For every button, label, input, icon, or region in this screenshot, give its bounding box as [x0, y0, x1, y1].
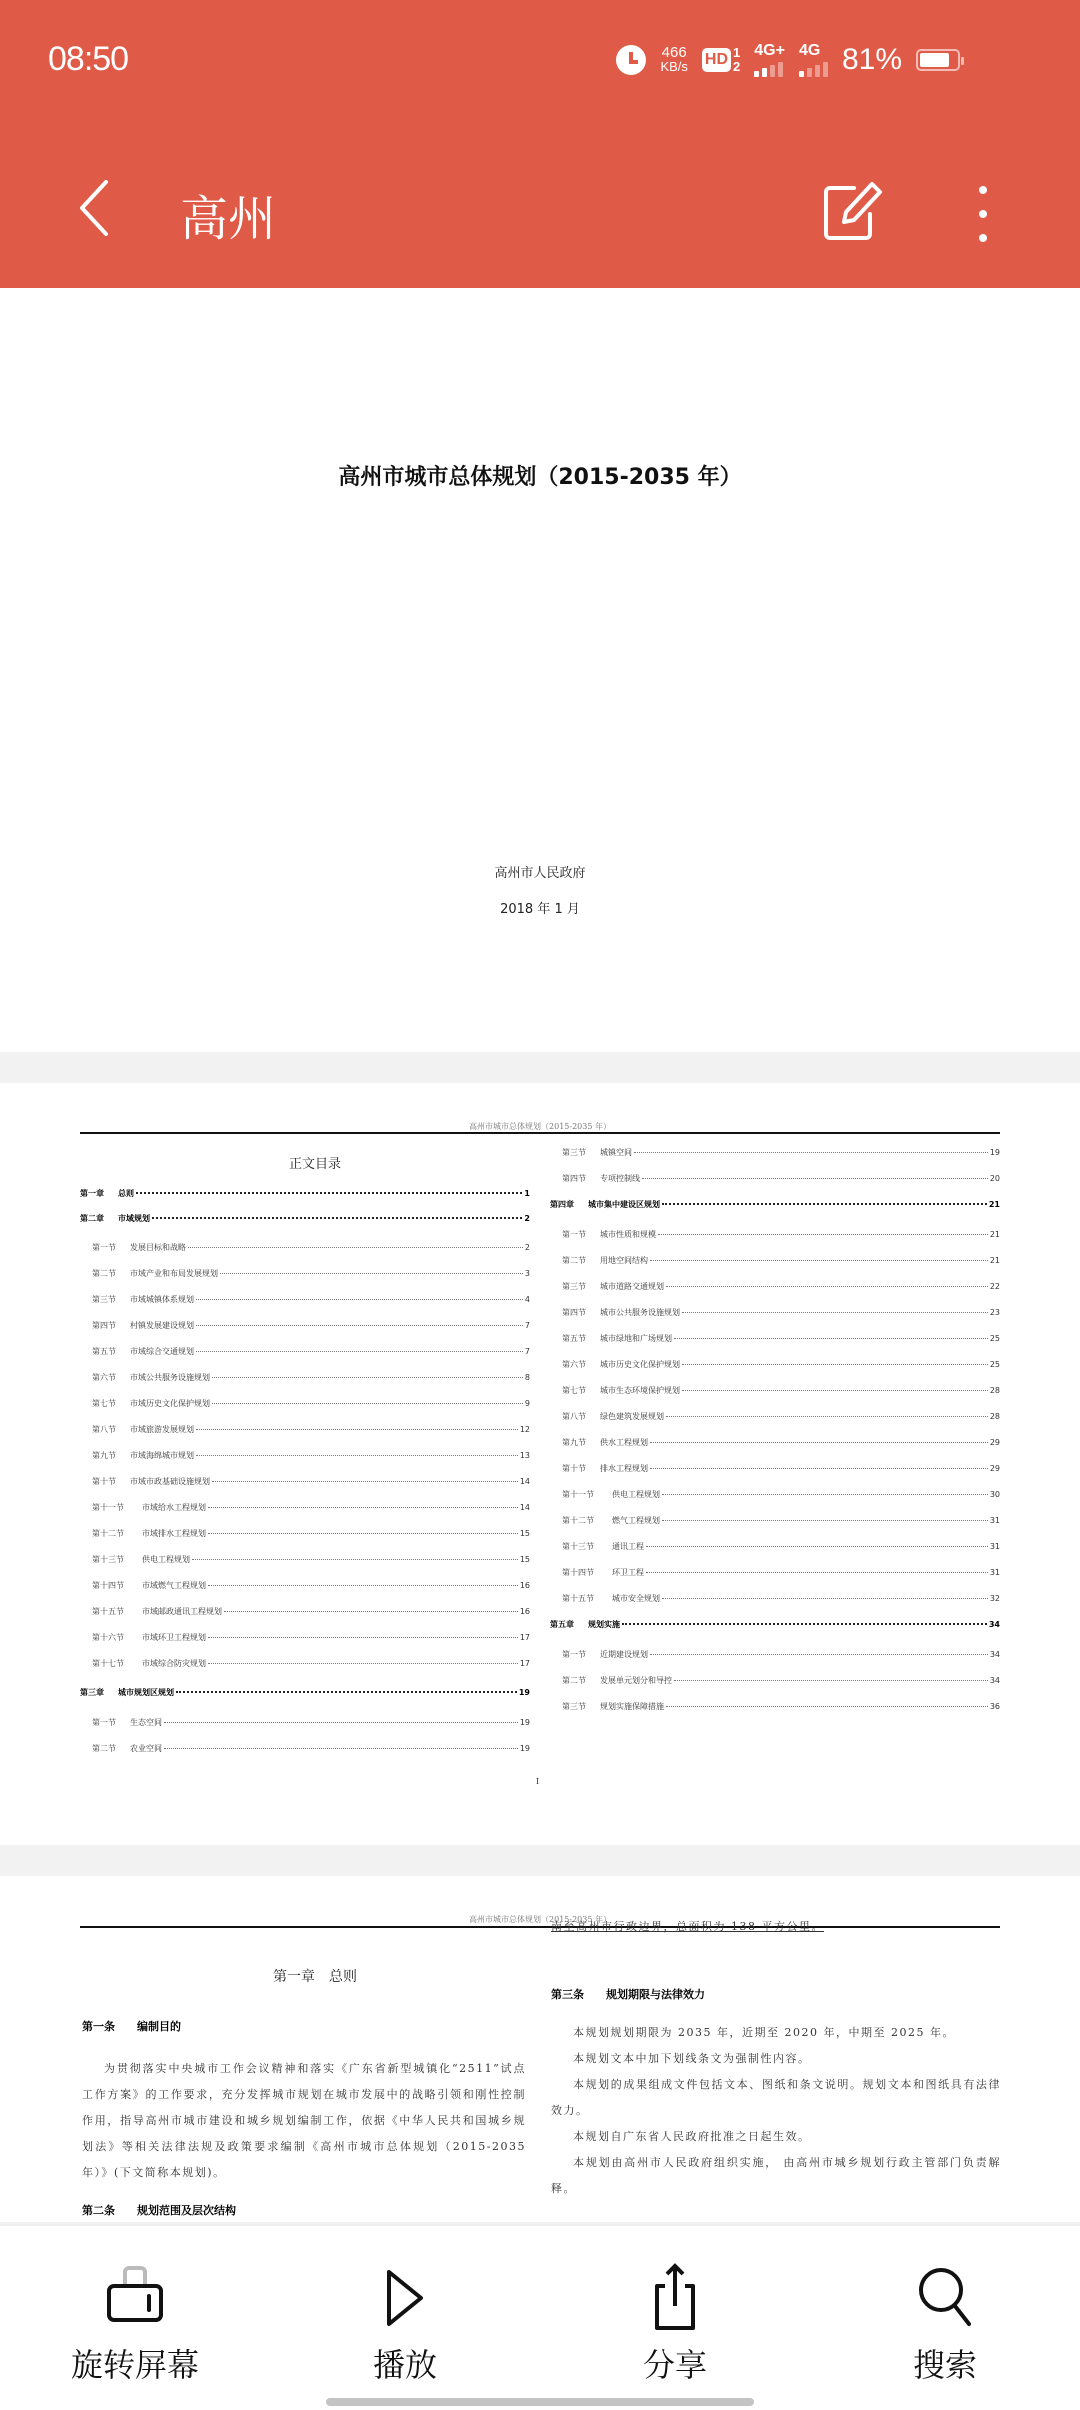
toc-entry-label: 通讯工程: [612, 1542, 644, 1551]
toc-leader-dots: [208, 1663, 518, 1664]
toc-entry-label: 发展目标和战略: [130, 1243, 186, 1252]
toc-entry-number: 第六节: [92, 1373, 116, 1382]
toc-leader-dots: [164, 1722, 518, 1723]
signal-2-label: 4G: [798, 42, 821, 59]
toc-leader-dots: [208, 1533, 518, 1534]
toc-section-entry[interactable]: [80, 1580, 530, 1592]
toc-leader-dots: [196, 1429, 518, 1430]
toc-leader-dots: [674, 1680, 988, 1681]
play-label: 播放: [372, 2346, 437, 2384]
toc-entry-label: 农业空间: [130, 1744, 162, 1753]
toc-entry-label: 城镇空间: [600, 1148, 632, 1157]
toc-entry-label: 规划实施保障措施: [600, 1702, 664, 1711]
toc-entry-number: 第十五节: [562, 1594, 594, 1603]
toc-leader-dots: [622, 1623, 987, 1625]
toc-leader-dots: [136, 1192, 522, 1194]
toc-entry-number: 第二节: [562, 1256, 586, 1265]
toc-leader-dots: [220, 1273, 523, 1274]
toc-entry-label: 城市道路交通规划: [600, 1282, 664, 1291]
document-page-toc: [0, 1083, 1080, 1845]
document-date: 2018 年 1 月: [500, 902, 580, 917]
toc-entry-page: 21: [989, 1230, 1000, 1239]
toc-entry-label: 燃气工程规划: [612, 1516, 660, 1525]
status-bar: [0, 30, 1080, 90]
toc-entry-number: 第十一节: [562, 1490, 594, 1499]
toc-entry-number: 第四章: [550, 1200, 574, 1209]
toc-entry-number: 第四节: [562, 1308, 586, 1317]
toc-entry-page: 3: [524, 1269, 530, 1278]
toc-leader-dots: [650, 1260, 988, 1261]
toc-leader-dots: [196, 1455, 518, 1456]
toc-entry-number: 第二章: [80, 1214, 104, 1223]
toc-entry-page: 15: [519, 1555, 530, 1564]
running-head: 高州市城市总体规划（2015-2035 年）: [469, 1122, 611, 1131]
toc-entry-page: 19: [989, 1148, 1000, 1157]
toc-entry-page: 29: [989, 1464, 1000, 1473]
toc-leader-dots: [682, 1364, 988, 1365]
toc-entry-page: 17: [519, 1659, 530, 1668]
toc-section-entry[interactable]: [550, 1385, 1000, 1397]
toc-leader-dots: [650, 1442, 988, 1443]
toc-entry-page: 31: [989, 1516, 1000, 1525]
toc-section-entry[interactable]: [80, 1242, 530, 1254]
toc-section-entry[interactable]: [80, 1450, 530, 1462]
toc-entry-number: 第八节: [92, 1425, 116, 1434]
toc-entry-number: 第四节: [562, 1174, 586, 1183]
toc-section-entry[interactable]: [80, 1717, 530, 1729]
article-3-body: [551, 2020, 1001, 2202]
toc-entry-page: 13: [519, 1451, 530, 1460]
toc-chapter-entry[interactable]: [80, 1213, 530, 1225]
article-3-paragraph: 本规划的成果组成文件包括文本、图纸和条文说明。规划文本和图纸具有法律效力。: [551, 2078, 1001, 2117]
toc-leader-dots: [662, 1520, 988, 1521]
toc-entry-page: 34: [989, 1676, 1000, 1685]
hd-sim-1: 1: [733, 45, 741, 60]
toc-entry-number: 第一节: [92, 1718, 116, 1727]
toc-section-entry[interactable]: [550, 1541, 1000, 1553]
toc-entry-number: 第十三节: [92, 1555, 124, 1564]
net-speed-value: 466: [661, 44, 687, 61]
toc-entry-page: 2: [524, 1214, 530, 1223]
toc-entry-page: 4: [524, 1295, 530, 1304]
toc-leader-dots: [682, 1312, 988, 1313]
toc-section-entry[interactable]: [550, 1307, 1000, 1319]
toc-leader-dots: [212, 1377, 523, 1378]
toc-leader-dots: [662, 1494, 988, 1495]
toc-chapter-entry[interactable]: [80, 1687, 530, 1699]
chapter-title: 第一章 总则: [273, 1969, 357, 1985]
toc-entry-page: 16: [519, 1607, 530, 1616]
rotate-screen-button[interactable]: [0, 2226, 270, 2384]
toc-leader-dots: [224, 1611, 518, 1612]
toc-entry-label: 市域给水工程规划: [142, 1503, 206, 1512]
toc-entry-number: 第一节: [562, 1650, 586, 1659]
toc-entry-number: 第十三节: [562, 1542, 594, 1551]
toc-leader-dots: [164, 1748, 518, 1749]
toc-leader-dots: [650, 1654, 988, 1655]
document-organization: 高州市人民政府: [494, 866, 586, 881]
back-icon[interactable]: [76, 178, 116, 238]
toc-entry-page: 34: [989, 1650, 1000, 1659]
toc-entry-label: 市域旅游发展规划: [130, 1425, 194, 1434]
toc-entry-label: 市域规划: [118, 1214, 150, 1223]
toc-section-entry[interactable]: [80, 1398, 530, 1410]
toc-entry-label: 规划实施: [588, 1620, 620, 1629]
header-rule: [80, 1132, 1000, 1134]
toc-entry-number: 第十节: [562, 1464, 586, 1473]
toc-entry-label: 市域历史文化保护规划: [130, 1399, 210, 1408]
toc-leader-dots: [208, 1585, 518, 1586]
toc-entry-page: 1: [524, 1189, 530, 1198]
article-2-title: 第二条 规划范围及层次结构: [82, 2204, 236, 2217]
hd-sims: [733, 46, 740, 74]
toc-entry-label: 用地空间结构: [600, 1256, 648, 1265]
toc-leader-dots: [192, 1559, 518, 1560]
article-3-title: 第三条 规划期限与法律效力: [551, 1988, 705, 2001]
toc-section-entry[interactable]: [80, 1743, 530, 1755]
page-title: 高州: [180, 191, 277, 247]
toc-leader-dots: [662, 1598, 988, 1599]
toc-leader-dots: [642, 1178, 988, 1179]
toc-entry-number: 第十一节: [92, 1503, 124, 1512]
running-head: 高州市城市总体规划（2015-2035 年）: [469, 1915, 611, 1924]
toc-leader-dots: [212, 1481, 518, 1482]
share-icon: [645, 2262, 705, 2332]
toc-entry-label: 市域公共服务设施规划: [130, 1373, 210, 1382]
play-button[interactable]: [270, 2226, 540, 2384]
toc-entry-number: 第九节: [92, 1451, 116, 1460]
toc-leader-dots: [650, 1468, 988, 1469]
toc-entry-page: 31: [989, 1568, 1000, 1577]
toc-chapter-entry[interactable]: [550, 1619, 1000, 1631]
toc-entry-page: 20: [989, 1174, 1000, 1183]
toc-section-entry[interactable]: [550, 1411, 1000, 1423]
toc-entry-label: 供电工程规划: [612, 1490, 660, 1499]
toc-entry-page: 16: [519, 1581, 530, 1590]
toc-entry-label: 城市绿地和广场规划: [600, 1334, 672, 1343]
toc-entry-number: 第五节: [562, 1334, 586, 1343]
toc-section-entry[interactable]: [550, 1593, 1000, 1605]
document-title: 高州市城市总体规划（2015-2035 年）: [338, 465, 742, 490]
toc-leader-dots: [658, 1234, 988, 1235]
page-number: I: [536, 1777, 540, 1786]
hd-label: HD: [702, 48, 731, 72]
share-label: 分享: [642, 2346, 707, 2384]
toc-entry-label: 绿色建筑发展规划: [600, 1412, 664, 1421]
toc-section-entry[interactable]: [550, 1567, 1000, 1579]
toc-entry-page: 28: [989, 1412, 1000, 1421]
toc-entry-label: 市域排水工程规划: [142, 1529, 206, 1538]
signal-icon-1: [754, 43, 785, 77]
signal-icon-2: [799, 43, 828, 77]
battery-icon: [916, 49, 960, 71]
toc-section-entry[interactable]: [550, 1437, 1000, 1449]
toc-entry-page: 31: [989, 1542, 1000, 1551]
toc-entry-number: 第二节: [92, 1744, 116, 1753]
search-icon: [915, 2262, 975, 2332]
toc-entry-label: 专项控制线: [600, 1174, 640, 1183]
toc-section-entry[interactable]: [80, 1268, 530, 1280]
toc-section-entry[interactable]: [80, 1294, 530, 1306]
toc-section-entry[interactable]: [550, 1489, 1000, 1501]
toc-leader-dots: [666, 1286, 988, 1287]
toc-entry-number: 第十节: [92, 1477, 116, 1486]
status-icons: [616, 38, 960, 82]
toc-entry-label: 市域邮政通讯工程规划: [142, 1607, 222, 1616]
toc-section-entry[interactable]: [80, 1372, 530, 1384]
toc-entry-number: 第十六节: [92, 1633, 124, 1642]
toc-leader-dots: [666, 1706, 988, 1707]
toc-entry-page: 14: [519, 1477, 530, 1486]
toc-leader-dots: [196, 1299, 523, 1300]
toc-entry-label: 市域城镇体系规划: [130, 1295, 194, 1304]
toc-entry-number: 第十四节: [562, 1568, 594, 1577]
toc-leader-dots: [634, 1152, 988, 1153]
toc-entry-label: 城市生态环境保护规划: [600, 1386, 680, 1395]
toc-entry-number: 第九节: [562, 1438, 586, 1447]
toc-entry-label: 排水工程规划: [600, 1464, 648, 1473]
home-indicator[interactable]: [326, 2398, 754, 2406]
toc-leader-dots: [674, 1338, 988, 1339]
toc-entry-label: 市域产业和布局发展规划: [130, 1269, 218, 1278]
toc-leader-dots: [682, 1390, 988, 1391]
toc-entry-number: 第二节: [562, 1676, 586, 1685]
toc-entry-page: 19: [518, 1688, 530, 1697]
toc-entry-label: 市域综合交通规划: [130, 1347, 194, 1356]
hd-sim-2: 2: [733, 59, 741, 74]
toc-chapter-entry[interactable]: [80, 1188, 530, 1200]
toc-entry-page: 7: [524, 1347, 530, 1356]
toc-entry-page: 32: [989, 1594, 1000, 1603]
article-1-text: 为贯彻落实中央城市工作会议精神和落实《广东省新型城镇化“2511”试点工作方案》的工作要求，充分发挥城市规划在城市发展中的战略引领和刚性控制作用，指导高州市城市建设和城乡规划编制工作，依据《中华人民共和国城乡规划法》等相关法律法规及政策要求编制《高州市城市总体规划（2015-2035 年）》(下文简称本规划)。: [82, 2062, 526, 2179]
toc-section-entry[interactable]: [550, 1147, 1000, 1159]
toc-entry-page: 34: [988, 1620, 1000, 1629]
toc-leader-dots: [188, 1247, 523, 1248]
toc-title: 正文目录: [288, 1157, 341, 1172]
toc-section-entry[interactable]: [550, 1701, 1000, 1713]
toc-entry-label: 城市性质和规模: [600, 1230, 656, 1239]
toc-entry-page: 12: [519, 1425, 530, 1434]
toc-section-entry[interactable]: [80, 1502, 530, 1514]
document-page-cover: [0, 288, 1080, 1052]
toc-entry-label: 市域综合防灾规划: [142, 1659, 206, 1668]
toc-entry-page: 7: [524, 1321, 530, 1330]
toc-entry-page: 14: [519, 1503, 530, 1512]
toc-entry-label: 城市历史文化保护规划: [600, 1360, 680, 1369]
toc-entry-page: 17: [519, 1633, 530, 1642]
signal-1-label: 4G+: [754, 42, 785, 59]
toc-entry-page: 29: [989, 1438, 1000, 1447]
net-speed-unit: KB/s: [660, 59, 688, 74]
toc-entry-label: 供电工程规划: [142, 1555, 190, 1564]
toc-entry-number: 第二节: [92, 1269, 116, 1278]
share-button[interactable]: [540, 2226, 810, 2384]
toc-section-entry[interactable]: [80, 1424, 530, 1436]
article-3-paragraph: 本规划自广东省人民政府批准之日起生效。: [573, 2130, 811, 2143]
toc-section-entry[interactable]: [550, 1463, 1000, 1475]
toc-section-entry[interactable]: [550, 1675, 1000, 1687]
toc-section-entry[interactable]: [80, 1658, 530, 1670]
toc-entry-number: 第十四节: [92, 1581, 124, 1590]
toc-entry-label: 供水工程规划: [600, 1438, 648, 1447]
toc-entry-label: 市域环卫工程规划: [142, 1633, 206, 1642]
toc-leader-dots: [196, 1325, 523, 1326]
toc-entry-label: 城市安全规划: [612, 1594, 660, 1603]
toc-entry-number: 第三章: [80, 1688, 104, 1697]
toc-entry-label: 村镇发展建设规划: [130, 1321, 194, 1330]
toc-section-entry[interactable]: [550, 1281, 1000, 1293]
toc-entry-number: 第十五节: [92, 1607, 124, 1616]
article-3-paragraph: 本规划规划期限为 2035 年，近期至 2020 年，中期至 2025 年。: [573, 2026, 955, 2039]
toc-entry-number: 第一章: [80, 1189, 104, 1198]
toc-entry-number: 第十二节: [562, 1516, 594, 1525]
battery-percent: 81%: [841, 43, 902, 76]
article-3-paragraph: 本规划由高州市人民政府组织实施， 由高州市城乡规划行政主管部门负责解释。: [551, 2156, 1001, 2195]
toc-entry-number: 第一节: [92, 1243, 116, 1252]
toc-entry-page: 19: [519, 1744, 530, 1753]
toc-leader-dots: [152, 1217, 522, 1219]
toc-section-entry[interactable]: [550, 1649, 1000, 1661]
search-button[interactable]: [810, 2226, 1080, 2384]
toc-entry-label: 城市集中建设区规划: [588, 1200, 660, 1209]
alarm-icon: [616, 45, 646, 75]
toc-section-entry[interactable]: [550, 1173, 1000, 1185]
play-icon: [375, 2262, 435, 2332]
toc-section-entry[interactable]: [80, 1632, 530, 1644]
article-1-title: 第一条 编制目的: [82, 2020, 181, 2033]
toc-section-entry[interactable]: [550, 1255, 1000, 1267]
toc-leader-dots: [662, 1203, 987, 1205]
toc-entry-page: 2: [524, 1243, 530, 1252]
toc-entry-label: 城市公共服务设施规划: [600, 1308, 680, 1317]
toc-entry-number: 第七节: [562, 1386, 586, 1395]
hd-voice-icon: [702, 46, 740, 74]
net-speed: [660, 46, 687, 74]
toc-section-entry[interactable]: [550, 1515, 1000, 1527]
toc-leader-dots: [646, 1572, 988, 1573]
toc-entry-page: 22: [989, 1282, 1000, 1291]
toc-entry-label: 城市规划区规划: [118, 1688, 174, 1697]
toc-section-entry[interactable]: [550, 1359, 1000, 1371]
edit-icon[interactable]: [820, 180, 884, 244]
rotate-screen-icon: [105, 2262, 165, 2332]
toc-entry-number: 第七节: [92, 1399, 116, 1408]
toc-entry-number: 第八节: [562, 1412, 586, 1421]
toc-leader-dots: [208, 1637, 518, 1638]
toc-entry-number: 第三节: [562, 1702, 586, 1711]
toc-entry-page: 30: [989, 1490, 1000, 1499]
toc-entry-number: 第十七节: [92, 1659, 124, 1668]
toc-section-entry[interactable]: [80, 1476, 530, 1488]
toc-section-entry[interactable]: [80, 1554, 530, 1566]
toc-entry-page: 21: [989, 1256, 1000, 1265]
toc-entry-number: 第五章: [550, 1620, 574, 1629]
toc-leader-dots: [212, 1403, 523, 1404]
toc-entry-label: 市域燃气工程规划: [142, 1581, 206, 1590]
document-page-chapter1: [0, 1876, 1080, 2222]
toc-entry-page: 9: [524, 1399, 530, 1408]
toc-entry-number: 第六节: [562, 1360, 586, 1369]
article-2-continued-text: 南至高州市行政边界，总面积为 138 平方公里。: [551, 1920, 824, 1933]
app-bar: [0, 0, 1080, 288]
toc-entry-number: 第三节: [92, 1295, 116, 1304]
toc-entry-number: 第十二节: [92, 1529, 124, 1538]
toc-entry-page: 8: [524, 1373, 530, 1382]
toc-leader-dots: [208, 1507, 518, 1508]
status-time: 08:50: [48, 40, 129, 78]
toc-entry-label: 生态空间: [130, 1718, 162, 1727]
toc-section-entry[interactable]: [80, 1320, 530, 1332]
rotate-screen-label: 旋转屏幕: [70, 2346, 199, 2384]
toc-section-entry[interactable]: [550, 1229, 1000, 1241]
article-3-paragraph: 本规划文本中加下划线条文为强制性内容。: [573, 2052, 811, 2065]
toc-entry-label: 发展单元划分和导控: [600, 1676, 672, 1685]
toc-entry-page: 23: [989, 1308, 1000, 1317]
toc-entry-page: 25: [989, 1360, 1000, 1369]
more-icon[interactable]: [968, 184, 998, 244]
toc-entry-page: 21: [988, 1200, 1000, 1209]
toc-entry-number: 第三节: [562, 1282, 586, 1291]
toc-leader-dots: [646, 1546, 988, 1547]
toc-entry-label: 市域市政基础设施规划: [130, 1477, 210, 1486]
toc-entry-page: 15: [519, 1529, 530, 1538]
toc-entry-label: 总则: [118, 1189, 134, 1198]
toc-entry-label: 环卫工程: [612, 1568, 644, 1577]
toc-chapter-entry[interactable]: [550, 1199, 1000, 1211]
toc-section-entry[interactable]: [80, 1528, 530, 1540]
toc-entry-page: 25: [989, 1334, 1000, 1343]
search-label: 搜索: [912, 2346, 977, 2384]
toc-leader-dots: [666, 1416, 988, 1417]
toc-entry-page: 36: [989, 1702, 1000, 1711]
toc-leader-dots: [176, 1691, 517, 1693]
toc-entry-label: 市域海绵城市规划: [130, 1451, 194, 1460]
toc-section-entry[interactable]: [80, 1606, 530, 1618]
toc-leader-dots: [196, 1351, 523, 1352]
toc-section-entry[interactable]: [80, 1346, 530, 1358]
toc-entry-page: 28: [989, 1386, 1000, 1395]
toc-entry-number: 第一节: [562, 1230, 586, 1239]
toc-entry-number: 第五节: [92, 1347, 116, 1356]
toc-entry-number: 第四节: [92, 1321, 116, 1330]
toc-section-entry[interactable]: [550, 1333, 1000, 1345]
bottom-toolbar: [0, 2224, 1080, 2410]
toc-entry-label: 近期建设规划: [600, 1650, 648, 1659]
toc-entry-page: 19: [519, 1718, 530, 1727]
toc-entry-number: 第三节: [562, 1148, 586, 1157]
